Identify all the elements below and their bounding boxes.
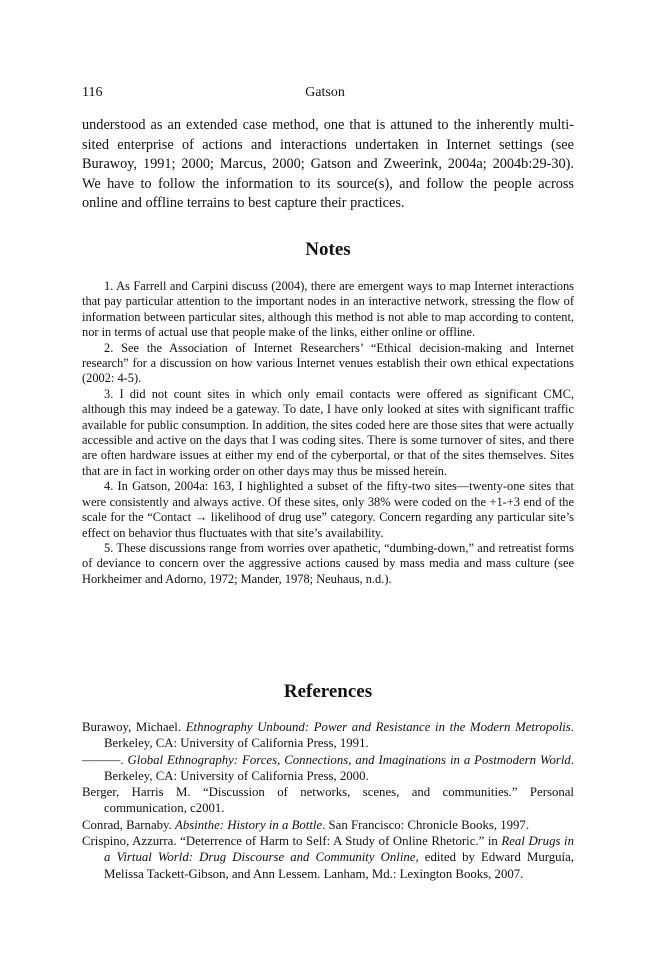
reference-item [82,752,574,785]
reference-text: ———. [82,752,128,767]
note-item: 3. I did not count sites in which only email contacts were offered as significant CMC, although this may indeed be a gateway. To date, I have only looked at sites with significant traffic available for public consumption. In addition, the sites coded here are those sites that were actually accessible and active on the days that I was coding sites. There is some turnover of sites, and there are often hardware issues at either my end of the cyberportal, or that of the sites themselves. Sites that are in fact in working order on other days may thus be missed herein. [82,386,574,478]
reference-title: Real Drugs in a Virtual World: Drug Discourse and Community Online [104,834,574,865]
reference-text: Burawoy, Michael. [82,720,186,734]
reference-text: Berger, Harris M. “Discussion of networks, scenes, and communities.” Personal communication, c2001. [82,785,574,816]
reference-item [82,784,574,817]
note-item: 2. See the Association of Internet Researchers’ “Ethical decision-making and Internet research” for a discussion on how various Internet venues establish their own ethical expectations (2002: 4-5). [82,340,574,386]
reference-text: Crispino, Azzurra. “Deterrence of Harm to Self: A Study of Online Rhetoric.” in [82,834,502,849]
reference-text: . Berkeley, CA: University of California Press, 2000. [104,752,574,783]
reference-text: Conrad, Barnaby. [82,817,175,832]
note-item: 1. As Farrell and Carpini discuss (2004), there are emergent ways to map Internet interactions that pay particular attention to the important nodes in an interactive network, stressing the flow of information between particular sites, although this method is not able to map according to content, nor in terms of actual use that people make of the links, either online or offline. [82,279,574,340]
notes-heading: Notes [305,239,351,260]
reference-text: . San Francisco: Chronicle Books, 1997. [322,817,530,832]
running-title: Gatson [305,85,345,100]
intro-paragraph: understood as an extended case method, one that is attuned to the inherently multi-sited enterprise of actions and interactions undertaken in Internet settings (see Burawoy, 1991; 2000; Marcus, 2000; Gatson and Zweerink, 2004a; 2004b:29-30). We have to follow the information to its source(s), and follow the people across online and offline terrains to best capture their practices. [82,117,574,212]
reference-title: Global Ethnography: Forces, Connections, and Imaginations in a Postmodern World [127,752,571,767]
reference-title: Ethnography Unbound: Power and Resistance in the Modern Metropolis [185,720,571,734]
note-item: 4. In Gatson, 2004a: 163, I highlighted a subset of the fifty-two sites—twenty-one sites that were consistently and always active. Of these sites, only 38% were coded on the +1-+3 end of the scale for the “Contact → likelihood of drug use” category. Concern regarding any particular site’s effect on behavior thus fluctuates with that site’s availability. [82,479,574,540]
references-heading: References [283,681,373,702]
reference-text: . Berkeley, CA: University of California Press, 1991. [104,720,574,751]
reference-item [82,719,574,752]
page-number: 116 [82,85,103,100]
note-item: 5. These discussions range from worries over apathetic, “dumbing-down,” and retreatist forms of deviance to concern over the aggressive actions caused by mass media and mass culture (see Horkheimer and Adorno, 1972; Mander, 1978; Neuhaus, n.d.). [82,540,574,586]
notes-list [82,279,574,587]
reference-item [82,833,574,882]
references-list [82,719,574,882]
reference-text: , edited by Edward Murguía, Melissa Tackett-Gibson, and Ann Lessem. Lanham, Md.: Lexington Books, 2007. [104,850,574,881]
reference-title: Absinthe: History in a Bottle [175,817,323,832]
reference-item [82,817,574,833]
running-header [82,85,568,105]
